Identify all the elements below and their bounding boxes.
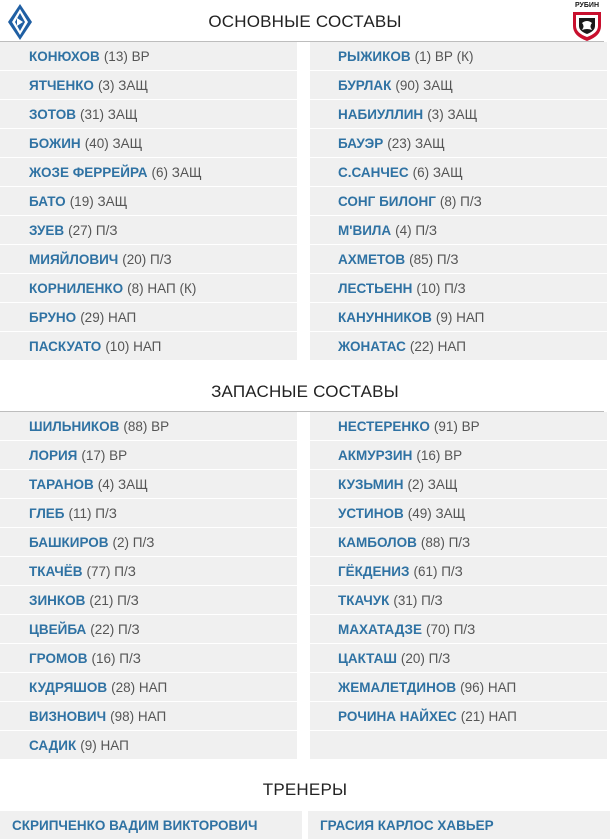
- player-row: [310, 129, 607, 157]
- player-row: [310, 100, 607, 128]
- player-row: [310, 332, 607, 360]
- player-name-link[interactable]: БАТО: [29, 193, 66, 209]
- player-name-link[interactable]: КОРНИЛЕНКО: [29, 280, 124, 296]
- player-name-link[interactable]: МАХАТАДЗЕ: [338, 621, 422, 637]
- player-name-link[interactable]: БАУЭР: [338, 135, 384, 151]
- player-name-link[interactable]: ЛОРИЯ: [29, 447, 78, 463]
- player-number-position: (85) П/З: [409, 251, 459, 267]
- player-name-link[interactable]: БУРЛАК: [338, 77, 392, 93]
- player-number-position: (13) ВР: [103, 48, 150, 64]
- player-row: [310, 731, 607, 759]
- player-number-position: (2) П/З: [112, 534, 155, 550]
- player-name-link[interactable]: БАШКИРОВ: [29, 534, 109, 550]
- player-name-link[interactable]: ЗУЕВ: [29, 222, 65, 238]
- player-row: [0, 42, 297, 70]
- player-number-position: (90) ЗАЩ: [395, 77, 453, 93]
- player-row: [310, 187, 607, 215]
- player-row: [310, 303, 607, 331]
- player-name-link[interactable]: ТКАЧУК: [338, 592, 390, 608]
- player-number-position: (31) ЗАЩ: [79, 106, 138, 122]
- player-name-link[interactable]: АХМЕТОВ: [338, 251, 406, 267]
- player-row: [310, 441, 607, 469]
- player-row: [0, 499, 297, 527]
- player-row: [0, 245, 297, 273]
- player-name-link[interactable]: ТКАЧЁВ: [29, 563, 83, 579]
- player-row: [310, 557, 607, 585]
- player-name-link[interactable]: КАНУННИКОВ: [338, 309, 432, 325]
- player-name-link[interactable]: УСТИНОВ: [338, 505, 404, 521]
- subs-away-list: [310, 412, 607, 760]
- player-row: [310, 412, 607, 440]
- player-name-link[interactable]: РЫЖИКОВ: [338, 48, 411, 64]
- player-row: [310, 470, 607, 498]
- player-name-link[interactable]: АКМУРЗИН: [338, 447, 413, 463]
- player-name-link[interactable]: ГЁКДЕНИЗ: [338, 563, 410, 579]
- player-row: [0, 216, 297, 244]
- player-name-link[interactable]: С.САНЧЕС: [338, 164, 409, 180]
- player-number-position: (6) ЗАЩ: [151, 164, 202, 180]
- player-number-position: (21) НАП: [460, 708, 517, 724]
- player-number-position: (31) П/З: [393, 592, 443, 608]
- player-row: [0, 470, 297, 498]
- player-row: [0, 187, 297, 215]
- player-name-link[interactable]: ЖОЗЕ ФЕРРЕЙРА: [29, 164, 148, 180]
- subs-home-list: [0, 412, 297, 760]
- coach-home-name[interactable]: СКРИПЧЕНКО ВАДИМ ВИКТОРОВИЧ: [12, 817, 258, 833]
- player-number-position: (4) ЗАЩ: [97, 476, 148, 492]
- player-name-link[interactable]: ШИЛЬНИКОВ: [29, 418, 120, 434]
- player-number-position: (91) ВР: [433, 418, 480, 434]
- player-number-position: (20) П/З: [400, 650, 451, 666]
- coaches-title: [0, 776, 610, 804]
- coach-away: [308, 811, 610, 839]
- player-name-link[interactable]: ЯТЧЕНКО: [29, 77, 94, 93]
- player-number-position: (61) П/З: [413, 563, 463, 579]
- player-row: [0, 303, 297, 331]
- player-row: [0, 731, 297, 759]
- player-number-position: (22) П/З: [90, 621, 140, 637]
- player-number-position: (98) НАП: [110, 708, 167, 724]
- player-name-link[interactable]: ЦАКТАШ: [338, 650, 397, 666]
- player-number-position: (22) НАП: [409, 338, 466, 354]
- player-name-link[interactable]: ЖЕМАЛЕТДИНОВ: [338, 679, 457, 695]
- player-name-link[interactable]: ГЛЕБ: [29, 505, 65, 521]
- player-number-position: (28) НАП: [111, 679, 168, 695]
- player-name-link[interactable]: НАБИУЛЛИН: [338, 106, 424, 122]
- player-name-link[interactable]: САДИК: [29, 737, 77, 753]
- coach-home: [0, 811, 302, 839]
- player-name-link[interactable]: МИЯЙЛОВИЧ: [29, 251, 119, 267]
- player-name-link[interactable]: КУЗЬМИН: [338, 476, 404, 492]
- player-number-position: (16) П/З: [91, 650, 141, 666]
- player-name-link[interactable]: ТАРАНОВ: [29, 476, 94, 492]
- player-number-position: (21) П/З: [89, 592, 139, 608]
- player-row: [0, 557, 297, 585]
- player-number-position: (3) ЗАЩ: [97, 77, 149, 93]
- player-number-position: (4) П/З: [395, 222, 437, 238]
- player-number-position: (1) ВР (К): [414, 48, 474, 64]
- player-number-position: (77) П/З: [86, 563, 136, 579]
- player-number-position: (40) ЗАЩ: [84, 135, 143, 151]
- player-row: [310, 702, 607, 730]
- player-name-link[interactable]: БРУНО: [29, 309, 77, 325]
- player-name-link[interactable]: ЦВЕЙБА: [29, 621, 87, 637]
- player-row: [310, 528, 607, 556]
- player-number-position: (27) П/З: [68, 222, 118, 238]
- substitutes-title-text: ЗАПАСНЫЕ СОСТАВЫ: [211, 382, 399, 401]
- player-row: [310, 274, 607, 302]
- player-row: [310, 216, 607, 244]
- player-number-position: (16) ВР: [416, 447, 463, 463]
- player-number-position: (9) НАП: [80, 737, 129, 753]
- starters-home-list: [0, 42, 297, 361]
- player-row: [310, 245, 607, 273]
- player-name-link[interactable]: ЗИНКОВ: [29, 592, 86, 608]
- player-number-position: (29) НАП: [80, 309, 137, 325]
- player-number-position: (11) П/З: [68, 505, 117, 521]
- player-number-position: (9) НАП: [435, 309, 485, 325]
- player-row: [310, 42, 607, 70]
- player-name-link[interactable]: РОЧИНА НАЙХЕС: [338, 708, 457, 724]
- lineups-title: [0, 8, 610, 36]
- player-name-link[interactable]: КАМБОЛОВ: [338, 534, 417, 550]
- player-row: [0, 71, 297, 99]
- player-row: [310, 158, 607, 186]
- player-name-link[interactable]: КУДРЯШОВ: [29, 679, 108, 695]
- player-row: [0, 441, 297, 469]
- player-number-position: (23) ЗАЩ: [387, 135, 445, 151]
- player-number-position: (17) ВР: [81, 447, 128, 463]
- player-row: [0, 158, 297, 186]
- player-name-link[interactable]: КОНЮХОВ: [29, 48, 100, 64]
- coach-away-name[interactable]: ГРАСИЯ КАРЛОС ХАВЬЕР: [320, 817, 494, 833]
- starters-away-list: [310, 42, 607, 361]
- player-name-link[interactable]: ГРОМОВ: [29, 650, 88, 666]
- player-name-link[interactable]: М'ВИЛА: [338, 222, 392, 238]
- player-row: [310, 673, 607, 701]
- player-number-position: (2) ЗАЩ: [407, 476, 458, 492]
- player-number-position: (96) НАП: [460, 679, 517, 695]
- player-number-position: (8) П/З: [439, 193, 482, 209]
- player-number-position: (88) ВР: [123, 418, 170, 434]
- player-row: [0, 528, 297, 556]
- player-name-link[interactable]: ЛЕСТЬЕНН: [338, 280, 413, 296]
- coaches-title-text: ТРЕНЕРЫ: [262, 780, 348, 799]
- player-row: [310, 586, 607, 614]
- lineups-title-text: ОСНОВНЫЕ СОСТАВЫ: [208, 12, 402, 31]
- player-row: [310, 644, 607, 672]
- player-number-position: (10) П/З: [416, 280, 466, 296]
- player-number-position: (49) ЗАЩ: [407, 505, 466, 521]
- player-name-link[interactable]: НЕСТЕРЕНКО: [338, 418, 430, 434]
- player-name-link[interactable]: ВИЗНОВИЧ: [29, 708, 107, 724]
- player-row: [0, 274, 297, 302]
- player-row: [310, 499, 607, 527]
- player-row: [0, 644, 297, 672]
- player-row: [0, 332, 297, 360]
- player-row: [0, 100, 297, 128]
- player-name-link[interactable]: СОНГ БИЛОНГ: [338, 193, 436, 209]
- player-row: [310, 71, 607, 99]
- player-number-position: (3) ЗАЩ: [427, 106, 478, 122]
- player-number-position: (6) ЗАЩ: [412, 164, 463, 180]
- player-row: [310, 615, 607, 643]
- player-name-link[interactable]: ЗОТОВ: [29, 106, 76, 122]
- player-row: [0, 615, 297, 643]
- player-row: [0, 586, 297, 614]
- player-name-link[interactable]: ПАСКУАТО: [29, 338, 102, 354]
- player-number-position: (88) П/З: [420, 534, 471, 550]
- player-row: [0, 412, 297, 440]
- rubin-logo-text: РУБИН: [574, 2, 600, 9]
- player-number-position: (20) П/З: [122, 251, 172, 267]
- player-number-position: (10) НАП: [105, 338, 162, 354]
- player-number-position: (70) П/З: [425, 621, 476, 637]
- player-row: [0, 673, 297, 701]
- player-number-position: (19) ЗАЩ: [69, 193, 128, 209]
- player-row: [0, 702, 297, 730]
- player-name-link[interactable]: ЖОНАТАС: [338, 338, 406, 354]
- substitutes-title: [0, 378, 610, 406]
- player-row: [0, 129, 297, 157]
- player-number-position: (8) НАП (К): [127, 280, 197, 296]
- player-name-link[interactable]: БОЖИН: [29, 135, 81, 151]
